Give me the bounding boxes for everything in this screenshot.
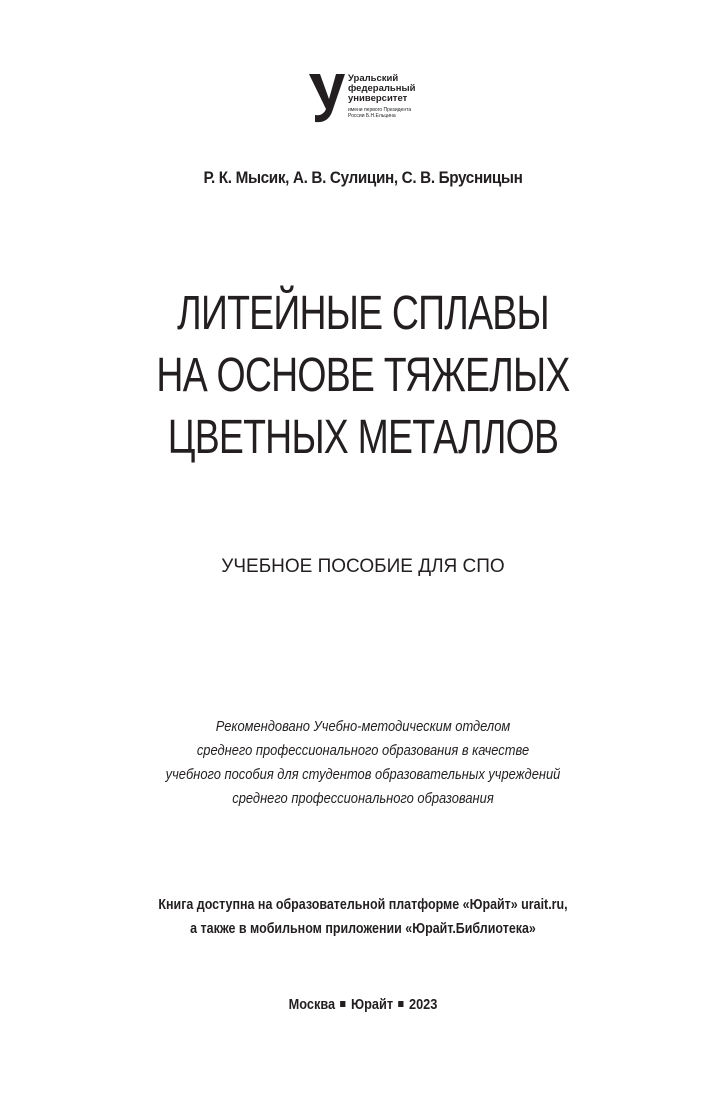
availability-line: Книга доступна на образовательной платформе «Юрайт» urait.ru, (158, 897, 568, 913)
imprint-publisher: Юрайт (350, 997, 394, 1013)
availability-note (0, 893, 726, 941)
imprint (44, 997, 683, 1013)
logo-sub-line: России Б.Н.Ельцина (348, 113, 396, 119)
square-separator-icon (340, 1001, 345, 1007)
title-line: ЦВЕТНЫХ МЕТАЛЛОВ (167, 411, 559, 464)
recommendation-line: среднего профессионального образования (232, 790, 494, 807)
title-line: НА ОСНОВЕ ТЯЖЕЛЫХ (156, 349, 570, 402)
imprint-city: Москва (288, 997, 336, 1013)
book-title (0, 283, 726, 469)
logo-name-line: федеральный (348, 83, 416, 94)
university-logo (308, 72, 428, 128)
logo-university-subtitle (348, 107, 411, 119)
authors: Р. К. Мысик, А. В. Сулицин, С. В. Брусницын (203, 168, 523, 187)
recommendation-line: учебного пособия для студентов образовательных учреждений (165, 766, 561, 783)
recommendation-line: Рекомендовано Учебно-методическим отделом (215, 718, 511, 735)
title-line: ЛИТЕЙНЫЕ СПЛАВЫ (177, 287, 549, 340)
logo-name-line: Уральский (348, 73, 399, 84)
urfu-u-logo-icon (308, 72, 346, 124)
logo-name-line: университет (348, 93, 408, 104)
imprint-year: 2023 (408, 997, 438, 1013)
book-subtitle: УЧЕБНОЕ ПОСОБИЕ ДЛЯ СПО (221, 556, 505, 577)
availability-line: а также в мобильном приложении «Юрайт.Библиотека» (190, 921, 536, 937)
recommendation-line: среднего профессионального образования в качестве (196, 742, 530, 759)
logo-university-name (348, 74, 415, 104)
recommendation-note (0, 715, 726, 811)
square-separator-icon (398, 1001, 403, 1007)
logo-sub-line: имени первого Президента (348, 107, 412, 113)
